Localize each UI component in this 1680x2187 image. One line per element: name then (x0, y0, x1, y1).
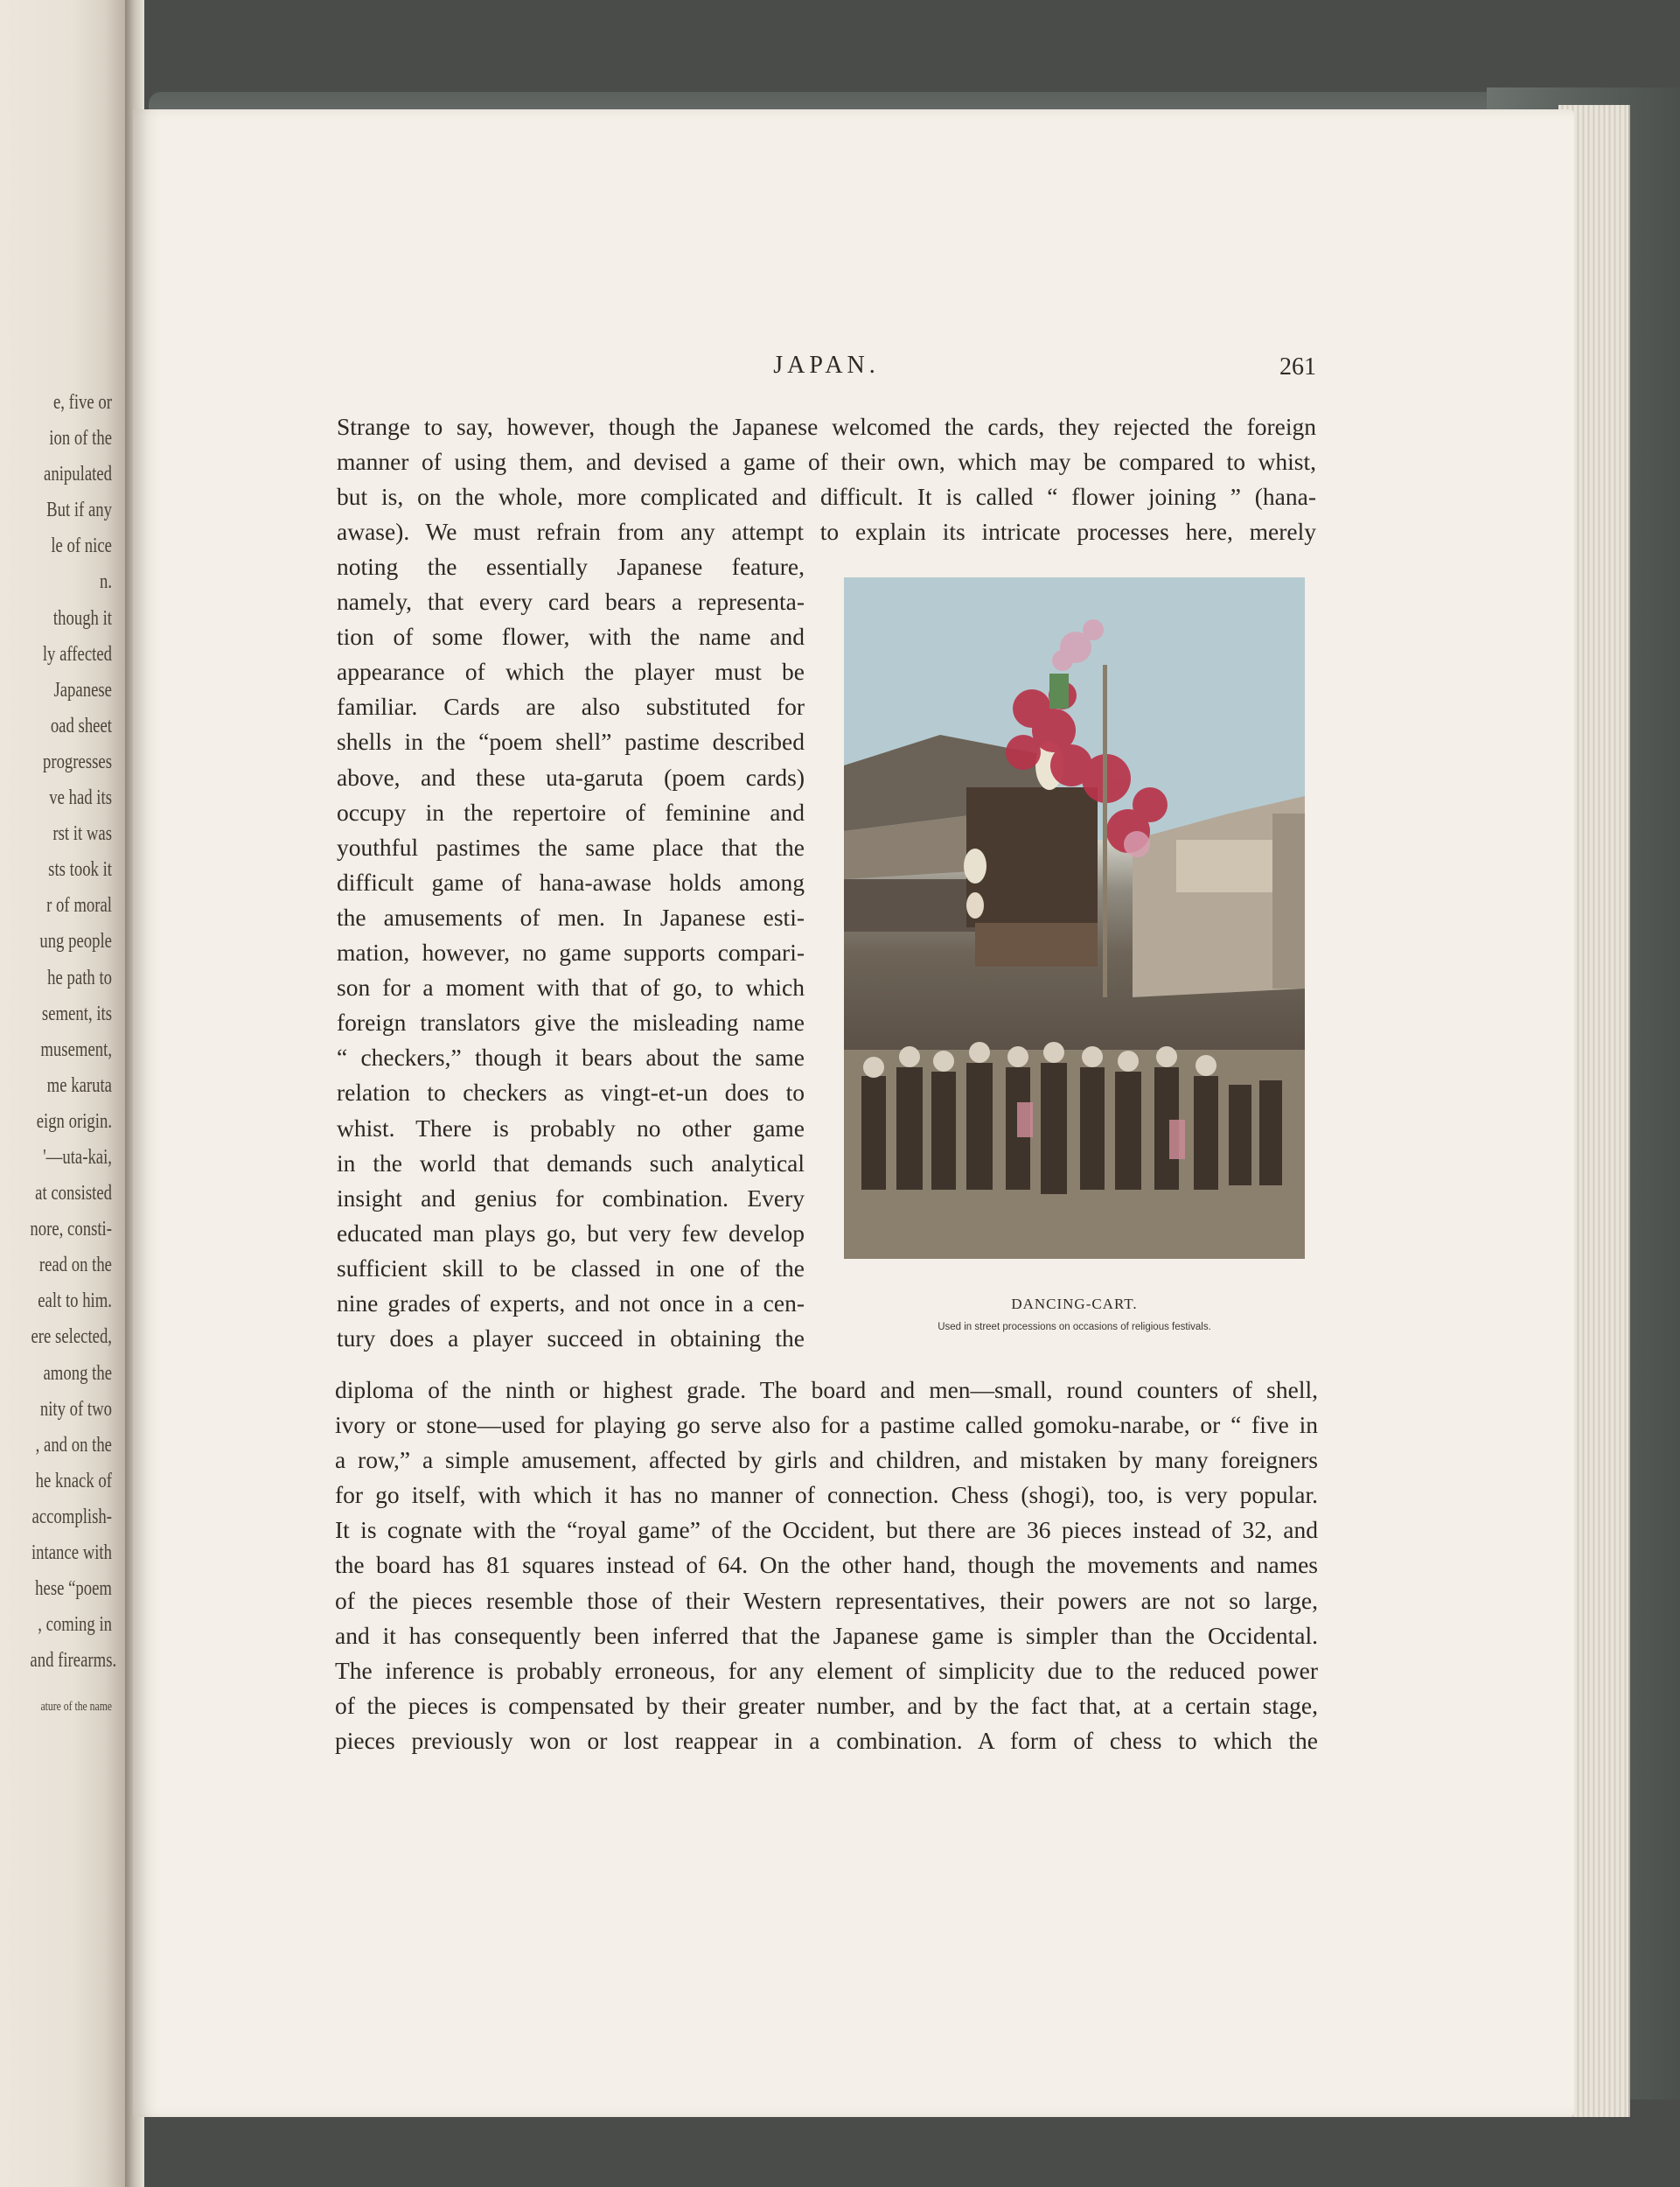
page-number: 261 (1279, 353, 1316, 381)
left-page-line: progresses (42, 750, 112, 773)
left-page-line: ung people (39, 930, 113, 954)
body-text-bottom-line: of the pieces resemble those of their Western representatives, their powers are not so large, (335, 1586, 1318, 1614)
left-page-line: n. (99, 570, 112, 594)
left-page-line: ve had its (49, 786, 112, 810)
left-page-line: , and on the (35, 1433, 112, 1457)
running-head: JAPAN. (773, 352, 880, 379)
left-page-line: he path to (47, 966, 112, 989)
body-text-wrap-line: above, and these uta-garuta (poem cards) (337, 763, 805, 791)
body-text-wrap-line: noting the essentially Japanese feature, (337, 553, 805, 580)
left-page-footnote: ature of the name (40, 1700, 113, 1715)
left-page-line: Japanese (53, 678, 112, 702)
body-text-bottom-line: a row,” a simple amusement, affected by girls and children, and mistaken by many foreigners (335, 1446, 1318, 1474)
page-header (337, 352, 1316, 395)
left-page-line: accomplish- (31, 1505, 112, 1528)
body-text-wrap-line: youthful pastimes the same place that the (337, 833, 805, 861)
left-page-line: ealt to him. (38, 1289, 113, 1313)
body-text-bottom-line: for go itself, with which it has no manner of connection. Chess (shogi), too, is very popular. (335, 1481, 1318, 1509)
body-text-wrap-line: insight and genius for combination. Every (337, 1184, 805, 1212)
photo-illustration (844, 577, 1305, 1259)
left-page-line: But if any (46, 499, 112, 522)
body-text-wrap-line: nine grades of experts, and not once in a cen- (337, 1289, 805, 1317)
left-page-line: r of moral (46, 894, 112, 918)
left-page-line: intance with (31, 1541, 112, 1564)
body-text-wrap-line: appearance of which the player must be (337, 658, 805, 686)
left-page-line: among the (43, 1361, 112, 1385)
left-page-line: and firearms. (30, 1649, 117, 1673)
left-page-line: le of nice (51, 535, 113, 558)
body-text-wrap-line: tion of some flower, with the name and (337, 623, 805, 651)
left-page-line: e, five or (52, 391, 112, 414)
body-text-bottom-line: the board has 81 squares instead of 64. On the other hand, though the movements and names (335, 1551, 1318, 1579)
left-page-line: ere selected, (31, 1325, 113, 1349)
left-page-line: anipulated (44, 463, 112, 486)
body-text-wrap-line: occupy in the repertoire of feminine and (337, 798, 805, 826)
left-page-text-column (30, 385, 117, 1719)
left-page-line: nore, consti- (30, 1218, 112, 1241)
body-text-bottom-line: of the pieces is compensated by their greater number, and by the fact that, at a certain stage, (335, 1691, 1318, 1719)
body-text-wrap-line: tury does a player succeed in obtaining the (337, 1324, 805, 1352)
body-text-wrap-line: namely, that every card bears a representa- (337, 588, 805, 616)
body-text-wrap-line: mation, however, no game supports compari- (337, 939, 805, 967)
left-page-line: he knack of (35, 1469, 113, 1492)
body-text-bottom-line: pieces previously won or lost reappear in a combination. A form of chess to which the (335, 1726, 1318, 1754)
body-text-wrap-line: the amusements of men. In Japanese esti- (337, 903, 805, 931)
body-text-bottom-line: The inference is probably erroneous, for any element of simplicity due to the reduced power (335, 1656, 1318, 1684)
body-text-wrap-line: relation to checkers as vingt-et-un does to (337, 1079, 805, 1107)
body-text-bottom-line: ivory or stone—used for playing go serve also for a pastime called gomoku-narabe, or “ five in (335, 1411, 1318, 1439)
body-text-wrap-line: whist. There is probably no other game (337, 1114, 805, 1142)
body-text-bottom-line: It is cognate with the “royal game” of the Occident, but there are 36 pieces instead of 32, and (335, 1516, 1318, 1544)
body-text-top-line: but is, on the whole, more complicated and difficult. It is called “ flower joining ” (hana- (337, 483, 1316, 511)
left-page-line: sement, its (41, 1002, 112, 1025)
body-text-wrap-line: educated man plays go, but very few develop (337, 1219, 805, 1247)
body-text-wrapped-column (337, 549, 805, 1356)
body-text-wrap-line: difficult game of hana-awase holds among (337, 868, 805, 896)
body-text-top (337, 409, 1316, 549)
left-page-line: rst it was (52, 822, 113, 846)
body-text-wrap-line: familiar. Cards are also substituted for (337, 693, 805, 721)
body-text-wrap-line: sufficient skill to be classed in one of the (337, 1254, 805, 1282)
left-page-line: oad sheet (50, 714, 113, 737)
left-page-line: '—uta-kai, (43, 1145, 112, 1169)
left-page-line: nity of two (39, 1397, 112, 1421)
body-text-bottom-line: and it has consequently been inferred that the Japanese game is simpler than the Occidental. (335, 1621, 1318, 1649)
body-text-wrap-line: “ checkers,” though it bears about the same (337, 1044, 805, 1072)
figure-caption-title: DANCING-CART. (1011, 1296, 1138, 1312)
left-page-line: though it (52, 606, 112, 630)
left-page-line: read on the (38, 1254, 112, 1277)
left-page-fragment (0, 0, 131, 2187)
left-page-line: eign origin. (36, 1109, 112, 1133)
body-text-top-line: manner of using them, and devised a game of their own, which may be compared to whist, (337, 448, 1316, 476)
figure-caption-subtitle: Used in street processions on occasions of religious festivals. (938, 1322, 1211, 1332)
left-page-line: ion of the (49, 427, 112, 451)
body-text-top-line: Strange to say, however, though the Japanese welcomed the cards, they rejected the foreign (337, 413, 1316, 440)
left-page-line: ly affected (42, 642, 112, 666)
body-text-bottom-line: diploma of the ninth or highest grade. The board and men—small, round counters of shell, (335, 1376, 1318, 1403)
body-text-wrap-line: in the world that demands such analytical (337, 1149, 805, 1177)
left-page-line: musement, (40, 1038, 112, 1061)
body-text-top-line: awase). We must refrain from any attempt to explain its intricate processes here, merely (337, 518, 1316, 546)
left-page-line: hese “poem (35, 1577, 113, 1601)
left-page-line: , coming in (38, 1613, 113, 1637)
left-page-line: at consisted (35, 1182, 112, 1205)
left-page-line: sts took it (48, 858, 112, 882)
body-text-wrap-line: foreign translators give the misleading name (337, 1009, 805, 1037)
body-text-wrap-line: shells in the “poem shell” pastime described (337, 728, 805, 756)
body-text-bottom (335, 1373, 1318, 1758)
body-text-wrap-line: son for a moment with that of go, to which (337, 974, 805, 1002)
dancing-cart-photograph (844, 577, 1305, 1259)
left-page-line: me karuta (46, 1073, 112, 1097)
